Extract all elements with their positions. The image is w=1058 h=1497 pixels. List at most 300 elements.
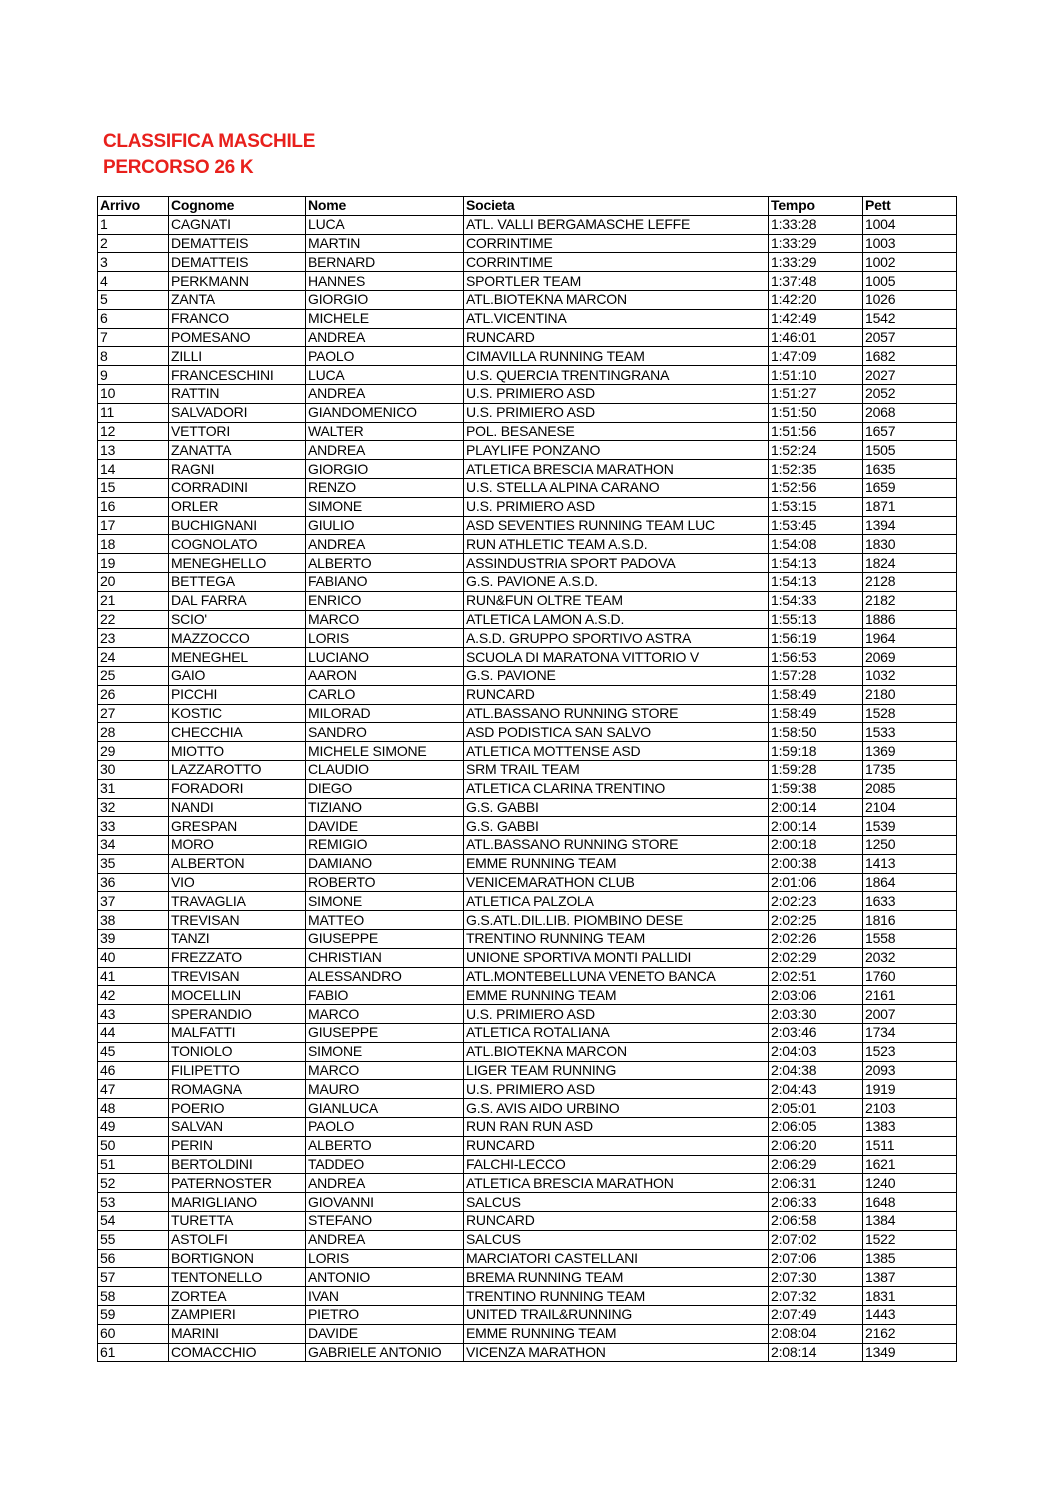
table-row [98, 272, 957, 291]
cell-nome: SIMONE [306, 1042, 464, 1061]
cell-arrivo: 18 [98, 535, 169, 554]
page-title: CLASSIFICA MASCHILE [103, 131, 316, 152]
cell-nome: CLAUDIO [306, 760, 464, 779]
cell-tempo: 1:52:24 [769, 441, 863, 460]
table-row [98, 1080, 957, 1099]
cell-arrivo: 23 [98, 629, 169, 648]
cell-arrivo: 10 [98, 384, 169, 403]
cell-tempo: 2:06:31 [769, 1174, 863, 1193]
cell-nome: ANTONIO [306, 1268, 464, 1287]
cell-societa: ATL.MONTEBELLUNA VENETO BANCA [464, 967, 769, 986]
cell-cognome: PICCHI [169, 685, 306, 704]
column-header-pett: Pett [863, 197, 957, 216]
cell-nome: SIMONE [306, 497, 464, 516]
cell-cognome: TURETTA [169, 1212, 306, 1231]
cell-cognome: MENEGHELLO [169, 554, 306, 573]
cell-societa: G.S.ATL.DIL.LIB. PIOMBINO DESE [464, 911, 769, 930]
cell-tempo: 1:42:20 [769, 290, 863, 309]
cell-tempo: 1:58:49 [769, 685, 863, 704]
cell-tempo: 2:03:06 [769, 986, 863, 1005]
cell-nome: MARCO [306, 1061, 464, 1080]
cell-arrivo: 13 [98, 441, 169, 460]
cell-tempo: 1:57:28 [769, 666, 863, 685]
table-row [98, 1005, 957, 1024]
cell-tempo: 1:58:49 [769, 704, 863, 723]
cell-tempo: 1:33:29 [769, 253, 863, 272]
cell-nome: GIUSEPPE [306, 1024, 464, 1043]
table-row [98, 779, 957, 798]
cell-nome: GIORGIO [306, 460, 464, 479]
cell-societa: ATLETICA PALZOLA [464, 892, 769, 911]
cell-arrivo: 49 [98, 1118, 169, 1137]
cell-cognome: TONIOLO [169, 1042, 306, 1061]
cell-tempo: 1:54:33 [769, 591, 863, 610]
table-row [98, 1306, 957, 1325]
cell-societa: ATLETICA CLARINA TRENTINO [464, 779, 769, 798]
cell-arrivo: 11 [98, 403, 169, 422]
cell-societa: G.S. AVIS AIDO URBINO [464, 1099, 769, 1118]
cell-nome: TIZIANO [306, 798, 464, 817]
cell-cognome: RATTIN [169, 384, 306, 403]
cell-arrivo: 59 [98, 1306, 169, 1325]
cell-tempo: 1:53:15 [769, 497, 863, 516]
cell-tempo: 1:56:53 [769, 648, 863, 667]
cell-arrivo: 55 [98, 1230, 169, 1249]
cell-arrivo: 50 [98, 1136, 169, 1155]
cell-arrivo: 21 [98, 591, 169, 610]
cell-societa: RUN RAN RUN ASD [464, 1118, 769, 1137]
table-row [98, 1061, 957, 1080]
cell-nome: GIANLUCA [306, 1099, 464, 1118]
cell-pett: 1003 [863, 234, 957, 253]
cell-tempo: 1:59:38 [769, 779, 863, 798]
cell-pett: 1002 [863, 253, 957, 272]
cell-tempo: 2:07:06 [769, 1249, 863, 1268]
cell-nome: ALESSANDRO [306, 967, 464, 986]
cell-tempo: 1:51:56 [769, 422, 863, 441]
table-row [98, 685, 957, 704]
cell-nome: DAVIDE [306, 1324, 464, 1343]
cell-cognome: FRANCO [169, 309, 306, 328]
cell-pett: 1760 [863, 967, 957, 986]
cell-pett: 2052 [863, 384, 957, 403]
cell-societa: SPORTLER TEAM [464, 272, 769, 291]
cell-societa: G.S. GABBI [464, 798, 769, 817]
cell-tempo: 2:07:32 [769, 1287, 863, 1306]
cell-nome: SIMONE [306, 892, 464, 911]
cell-societa: RUNCARD [464, 328, 769, 347]
cell-pett: 1250 [863, 836, 957, 855]
cell-arrivo: 4 [98, 272, 169, 291]
cell-arrivo: 39 [98, 930, 169, 949]
cell-societa: UNIONE SPORTIVA MONTI PALLIDI [464, 948, 769, 967]
cell-cognome: LAZZAROTTO [169, 760, 306, 779]
cell-nome: SANDRO [306, 723, 464, 742]
cell-arrivo: 32 [98, 798, 169, 817]
cell-arrivo: 6 [98, 309, 169, 328]
cell-pett: 2128 [863, 572, 957, 591]
cell-tempo: 1:33:28 [769, 215, 863, 234]
cell-pett: 1558 [863, 930, 957, 949]
cell-societa: UNITED TRAIL&RUNNING [464, 1306, 769, 1325]
cell-arrivo: 26 [98, 685, 169, 704]
cell-societa: EMME RUNNING TEAM [464, 1324, 769, 1343]
cell-pett: 1886 [863, 610, 957, 629]
cell-pett: 1919 [863, 1080, 957, 1099]
cell-pett: 2093 [863, 1061, 957, 1080]
cell-arrivo: 47 [98, 1080, 169, 1099]
cell-nome: REMIGIO [306, 836, 464, 855]
cell-tempo: 1:53:45 [769, 516, 863, 535]
cell-tempo: 2:04:43 [769, 1080, 863, 1099]
cell-nome: BERNARD [306, 253, 464, 272]
cell-societa: RUN&FUN OLTRE TEAM [464, 591, 769, 610]
cell-pett: 1384 [863, 1212, 957, 1231]
cell-arrivo: 44 [98, 1024, 169, 1043]
cell-nome: ANDREA [306, 1174, 464, 1193]
cell-tempo: 1:51:10 [769, 366, 863, 385]
cell-societa: LIGER TEAM RUNNING [464, 1061, 769, 1080]
cell-tempo: 2:02:23 [769, 892, 863, 911]
cell-arrivo: 61 [98, 1343, 169, 1362]
cell-nome: DAVIDE [306, 817, 464, 836]
cell-nome: TADDEO [306, 1155, 464, 1174]
cell-pett: 1633 [863, 892, 957, 911]
cell-pett: 2162 [863, 1324, 957, 1343]
cell-societa: U.S. QUERCIA TRENTINGRANA [464, 366, 769, 385]
cell-societa: MARCIATORI CASTELLANI [464, 1249, 769, 1268]
table-row [98, 1042, 957, 1061]
cell-societa: ATL.BASSANO RUNNING STORE [464, 836, 769, 855]
table-row [98, 817, 957, 836]
cell-pett: 1349 [863, 1343, 957, 1362]
cell-cognome: VIO [169, 873, 306, 892]
cell-societa: ATL.BIOTEKNA MARCON [464, 1042, 769, 1061]
table-row [98, 1287, 957, 1306]
cell-pett: 1824 [863, 554, 957, 573]
cell-nome: LUCIANO [306, 648, 464, 667]
cell-pett: 1830 [863, 535, 957, 554]
cell-pett: 1831 [863, 1287, 957, 1306]
cell-cognome: BUCHIGNANI [169, 516, 306, 535]
cell-tempo: 2:02:29 [769, 948, 863, 967]
cell-cognome: DAL FARRA [169, 591, 306, 610]
cell-tempo: 2:06:58 [769, 1212, 863, 1231]
cell-pett: 1005 [863, 272, 957, 291]
cell-arrivo: 16 [98, 497, 169, 516]
cell-arrivo: 38 [98, 911, 169, 930]
cell-societa: RUNCARD [464, 1212, 769, 1231]
cell-arrivo: 28 [98, 723, 169, 742]
cell-nome: AARON [306, 666, 464, 685]
cell-cognome: NANDI [169, 798, 306, 817]
cell-societa: ATL.BASSANO RUNNING STORE [464, 704, 769, 723]
table-row [98, 1268, 957, 1287]
cell-tempo: 2:08:14 [769, 1343, 863, 1362]
cell-cognome: DEMATTEIS [169, 253, 306, 272]
cell-societa: ASD SEVENTIES RUNNING TEAM LUC [464, 516, 769, 535]
cell-societa: VENICEMARATHON CLUB [464, 873, 769, 892]
table-row [98, 1324, 957, 1343]
cell-societa: VICENZA MARATHON [464, 1343, 769, 1362]
cell-cognome: PATERNOSTER [169, 1174, 306, 1193]
cell-cognome: CAGNATI [169, 215, 306, 234]
table-row [98, 986, 957, 1005]
cell-cognome: PERIN [169, 1136, 306, 1155]
cell-cognome: KOSTIC [169, 704, 306, 723]
cell-nome: GABRIELE ANTONIO [306, 1343, 464, 1362]
cell-tempo: 1:54:13 [769, 572, 863, 591]
cell-cognome: COGNOLATO [169, 535, 306, 554]
cell-arrivo: 54 [98, 1212, 169, 1231]
cell-arrivo: 40 [98, 948, 169, 967]
cell-tempo: 2:00:14 [769, 817, 863, 836]
cell-pett: 1394 [863, 516, 957, 535]
cell-pett: 2161 [863, 986, 957, 1005]
cell-arrivo: 15 [98, 478, 169, 497]
cell-tempo: 1:46:01 [769, 328, 863, 347]
cell-arrivo: 60 [98, 1324, 169, 1343]
cell-societa: ATL.VICENTINA [464, 309, 769, 328]
cell-arrivo: 37 [98, 892, 169, 911]
cell-pett: 1528 [863, 704, 957, 723]
cell-cognome: SPERANDIO [169, 1005, 306, 1024]
cell-nome: LORIS [306, 1249, 464, 1268]
cell-nome: ALBERTO [306, 1136, 464, 1155]
cell-nome: FABIO [306, 986, 464, 1005]
cell-societa: ASSINDUSTRIA SPORT PADOVA [464, 554, 769, 573]
cell-arrivo: 35 [98, 854, 169, 873]
table-row [98, 1174, 957, 1193]
table-row [98, 1155, 957, 1174]
cell-societa: RUNCARD [464, 685, 769, 704]
results-table [97, 196, 957, 1362]
cell-societa: ATLETICA BRESCIA MARATHON [464, 1174, 769, 1193]
cell-tempo: 1:59:18 [769, 742, 863, 761]
cell-pett: 1816 [863, 911, 957, 930]
cell-pett: 1659 [863, 478, 957, 497]
column-header-arrivo: Arrivo [98, 197, 169, 216]
cell-nome: LUCA [306, 366, 464, 385]
table-row [98, 610, 957, 629]
cell-pett: 1026 [863, 290, 957, 309]
cell-arrivo: 57 [98, 1268, 169, 1287]
cell-nome: DAMIANO [306, 854, 464, 873]
cell-pett: 1735 [863, 760, 957, 779]
cell-societa: TRENTINO RUNNING TEAM [464, 1287, 769, 1306]
cell-societa: TRENTINO RUNNING TEAM [464, 930, 769, 949]
cell-societa: RUN ATHLETIC TEAM A.S.D. [464, 535, 769, 554]
table-row [98, 309, 957, 328]
cell-cognome: ORLER [169, 497, 306, 516]
table-row [98, 666, 957, 685]
cell-cognome: COMACCHIO [169, 1343, 306, 1362]
cell-societa: G.S. PAVIONE [464, 666, 769, 685]
cell-nome: MARTIN [306, 234, 464, 253]
cell-societa: G.S. GABBI [464, 817, 769, 836]
cell-arrivo: 9 [98, 366, 169, 385]
table-row [98, 704, 957, 723]
cell-pett: 1413 [863, 854, 957, 873]
table-row [98, 742, 957, 761]
cell-nome: MAURO [306, 1080, 464, 1099]
cell-nome: ANDREA [306, 441, 464, 460]
cell-societa: U.S. STELLA ALPINA CARANO [464, 478, 769, 497]
cell-cognome: MARIGLIANO [169, 1193, 306, 1212]
cell-cognome: MENEGHEL [169, 648, 306, 667]
cell-tempo: 1:33:29 [769, 234, 863, 253]
cell-cognome: BETTEGA [169, 572, 306, 591]
table-row [98, 403, 957, 422]
cell-pett: 1004 [863, 215, 957, 234]
cell-cognome: FORADORI [169, 779, 306, 798]
cell-societa: BREMA RUNNING TEAM [464, 1268, 769, 1287]
table-row [98, 629, 957, 648]
cell-societa: CORRINTIME [464, 234, 769, 253]
cell-arrivo: 53 [98, 1193, 169, 1212]
cell-pett: 1443 [863, 1306, 957, 1325]
cell-nome: DIEGO [306, 779, 464, 798]
cell-arrivo: 33 [98, 817, 169, 836]
cell-pett: 2027 [863, 366, 957, 385]
cell-pett: 1539 [863, 817, 957, 836]
cell-tempo: 2:02:25 [769, 911, 863, 930]
cell-tempo: 2:01:06 [769, 873, 863, 892]
cell-nome: FABIANO [306, 572, 464, 591]
cell-cognome: POMESANO [169, 328, 306, 347]
cell-pett: 2104 [863, 798, 957, 817]
column-header-societa: Societa [464, 197, 769, 216]
cell-societa: ATLETICA LAMON A.S.D. [464, 610, 769, 629]
table-row [98, 911, 957, 930]
cell-pett: 1964 [863, 629, 957, 648]
cell-cognome: SALVADORI [169, 403, 306, 422]
table-row [98, 836, 957, 855]
cell-nome: STEFANO [306, 1212, 464, 1231]
cell-cognome: TREVISAN [169, 967, 306, 986]
cell-societa: CORRINTIME [464, 253, 769, 272]
table-row [98, 328, 957, 347]
cell-tempo: 2:07:30 [769, 1268, 863, 1287]
cell-tempo: 1:42:49 [769, 309, 863, 328]
cell-cognome: DEMATTEIS [169, 234, 306, 253]
cell-pett: 1648 [863, 1193, 957, 1212]
cell-societa: G.S. PAVIONE A.S.D. [464, 572, 769, 591]
cell-societa: SALCUS [464, 1193, 769, 1212]
cell-pett: 1387 [863, 1268, 957, 1287]
cell-arrivo: 2 [98, 234, 169, 253]
cell-nome: MILORAD [306, 704, 464, 723]
cell-cognome: MOCELLIN [169, 986, 306, 1005]
table-row [98, 1136, 957, 1155]
cell-pett: 2085 [863, 779, 957, 798]
table-row [98, 1118, 957, 1137]
table-row [98, 854, 957, 873]
cell-pett: 1383 [863, 1118, 957, 1137]
cell-arrivo: 51 [98, 1155, 169, 1174]
cell-tempo: 2:00:14 [769, 798, 863, 817]
table-row [98, 1024, 957, 1043]
column-header-cognome: Cognome [169, 197, 306, 216]
cell-cognome: BERTOLDINI [169, 1155, 306, 1174]
cell-tempo: 1:47:09 [769, 347, 863, 366]
cell-societa: CIMAVILLA RUNNING TEAM [464, 347, 769, 366]
cell-nome: LUCA [306, 215, 464, 234]
cell-societa: U.S. PRIMIERO ASD [464, 497, 769, 516]
cell-cognome: FILIPETTO [169, 1061, 306, 1080]
table-row [98, 253, 957, 272]
table-row [98, 347, 957, 366]
cell-arrivo: 5 [98, 290, 169, 309]
cell-cognome: TRAVAGLIA [169, 892, 306, 911]
cell-nome: ANDREA [306, 1230, 464, 1249]
cell-societa: EMME RUNNING TEAM [464, 986, 769, 1005]
table-row [98, 554, 957, 573]
cell-tempo: 1:51:27 [769, 384, 863, 403]
cell-societa: POL. BESANESE [464, 422, 769, 441]
cell-nome: GIORGIO [306, 290, 464, 309]
cell-arrivo: 34 [98, 836, 169, 855]
table-row [98, 1249, 957, 1268]
cell-tempo: 2:07:49 [769, 1306, 863, 1325]
cell-pett: 1871 [863, 497, 957, 516]
cell-arrivo: 1 [98, 215, 169, 234]
table-row [98, 648, 957, 667]
cell-arrivo: 58 [98, 1287, 169, 1306]
cell-societa: ATLETICA BRESCIA MARATHON [464, 460, 769, 479]
cell-arrivo: 14 [98, 460, 169, 479]
table-row [98, 1212, 957, 1231]
cell-cognome: MORO [169, 836, 306, 855]
cell-nome: MICHELE SIMONE [306, 742, 464, 761]
cell-tempo: 1:56:19 [769, 629, 863, 648]
cell-nome: ROBERTO [306, 873, 464, 892]
page-subtitle: PERCORSO 26 K [103, 157, 254, 178]
cell-tempo: 1:54:13 [769, 554, 863, 573]
cell-pett: 2057 [863, 328, 957, 347]
cell-societa: SALCUS [464, 1230, 769, 1249]
cell-arrivo: 30 [98, 760, 169, 779]
table-row [98, 760, 957, 779]
cell-cognome: POERIO [169, 1099, 306, 1118]
table-row [98, 460, 957, 479]
table-row [98, 572, 957, 591]
cell-tempo: 2:04:38 [769, 1061, 863, 1080]
table-row [98, 1193, 957, 1212]
cell-societa: FALCHI-LECCO [464, 1155, 769, 1174]
cell-pett: 2007 [863, 1005, 957, 1024]
table-row [98, 591, 957, 610]
table-row [98, 441, 957, 460]
cell-pett: 2068 [863, 403, 957, 422]
table-row [98, 384, 957, 403]
table-row [98, 967, 957, 986]
table-row [98, 798, 957, 817]
table-row [98, 215, 957, 234]
table-row [98, 478, 957, 497]
cell-cognome: VETTORI [169, 422, 306, 441]
cell-cognome: BORTIGNON [169, 1249, 306, 1268]
cell-cognome: SCIO' [169, 610, 306, 629]
cell-nome: LORIS [306, 629, 464, 648]
cell-cognome: ZAMPIERI [169, 1306, 306, 1325]
cell-arrivo: 48 [98, 1099, 169, 1118]
cell-pett: 1523 [863, 1042, 957, 1061]
cell-tempo: 1:52:56 [769, 478, 863, 497]
cell-pett: 1635 [863, 460, 957, 479]
cell-societa: ATLETICA ROTALIANA [464, 1024, 769, 1043]
cell-nome: PAOLO [306, 347, 464, 366]
